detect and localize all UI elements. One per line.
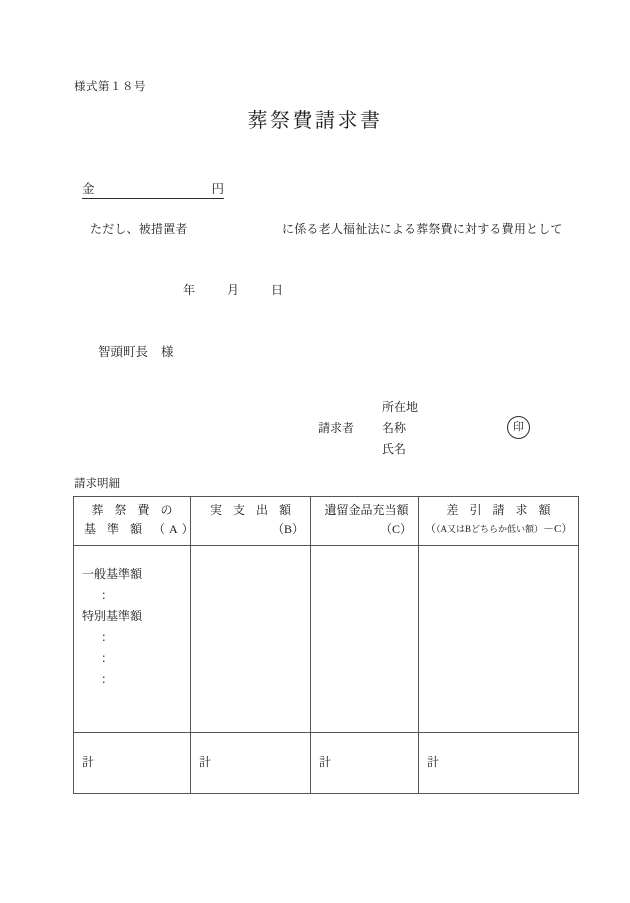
column-header-net-claim <box>419 497 579 546</box>
date-line[interactable] <box>183 281 283 298</box>
cell-estate-allocation[interactable] <box>311 546 419 733</box>
seal-stamp-icon: 印 <box>507 416 530 439</box>
column-header-estate-allocation-line1: 遺留金品充当額 <box>324 503 409 517</box>
date-month-label: 月 <box>227 283 240 297</box>
date-day-label: 日 <box>271 283 284 297</box>
column-header-standard-amount-line1: 葬 祭 費 の <box>91 503 177 517</box>
total-net-claim[interactable]: 計 <box>419 733 579 794</box>
amount-currency-unit: 円 <box>211 182 224 196</box>
total-estate-allocation[interactable]: 計 <box>311 733 419 794</box>
addressee <box>98 342 174 360</box>
table-header-row <box>74 497 579 546</box>
table-body-row <box>74 546 579 733</box>
table-total-row <box>74 733 579 794</box>
amount-currency-mark: 金 <box>82 182 95 196</box>
claimant-location-label: 所在地 <box>382 400 419 414</box>
detail-table-caption: 請求明細 <box>74 478 120 490</box>
total-actual-expenditure[interactable]: 計 <box>191 733 311 794</box>
column-header-estate-allocation-line2: （C） <box>379 522 412 536</box>
claimant-org-name-label: 名称 <box>382 421 407 435</box>
addressee-honorific: 様 <box>161 345 174 359</box>
cell-standard-amount-breakdown[interactable] <box>74 546 191 733</box>
date-year-label: 年 <box>183 283 196 297</box>
net-claim-formula-rest: －C） <box>543 523 573 535</box>
page-title: 葬祭費請求書 <box>247 110 383 132</box>
special-standard-label: 特別基準額 <box>82 609 143 623</box>
general-standard-dots: ： <box>101 588 114 602</box>
claimant-block <box>318 398 548 460</box>
column-header-standard-amount-line2: 基 準 額 （A） <box>84 522 198 536</box>
net-claim-formula-open: （ <box>425 523 436 535</box>
note-suffix: に係る老人福祉法による葬祭費に対する費用として <box>282 222 563 236</box>
claimant-label: 請求者 <box>318 421 355 435</box>
note-prefix: ただし、被措置者 <box>90 222 188 236</box>
note-line <box>90 220 563 237</box>
column-header-actual-expenditure <box>191 497 311 546</box>
column-header-net-claim-line1: 差 引 請 求 額 <box>446 503 555 517</box>
column-header-net-claim-formula <box>425 520 572 539</box>
special-standard-dots-3: ： <box>101 672 114 686</box>
addressee-name: 智頭町長 <box>98 345 149 359</box>
general-standard-label: 一般基準額 <box>82 567 143 581</box>
column-header-estate-allocation <box>311 497 419 546</box>
special-standard-dots-1: ： <box>101 630 114 644</box>
form-number: 様式第１８号 <box>74 81 146 93</box>
column-header-standard-amount <box>74 497 198 546</box>
detail-table <box>73 496 579 794</box>
claimant-person-name-label: 氏名 <box>382 442 407 456</box>
amount-field[interactable] <box>82 178 224 199</box>
net-claim-formula-condition: （A又はBどちらか低い額） <box>436 524 544 534</box>
cell-net-claim[interactable] <box>419 546 579 733</box>
column-header-actual-expenditure-line1: 実 支 出 額 <box>209 503 295 517</box>
special-standard-dots-2: ： <box>101 651 114 665</box>
cell-actual-expenditure[interactable] <box>191 546 311 733</box>
column-header-actual-expenditure-line2: （B） <box>271 522 304 536</box>
total-standard-amount[interactable]: 計 <box>74 733 191 794</box>
